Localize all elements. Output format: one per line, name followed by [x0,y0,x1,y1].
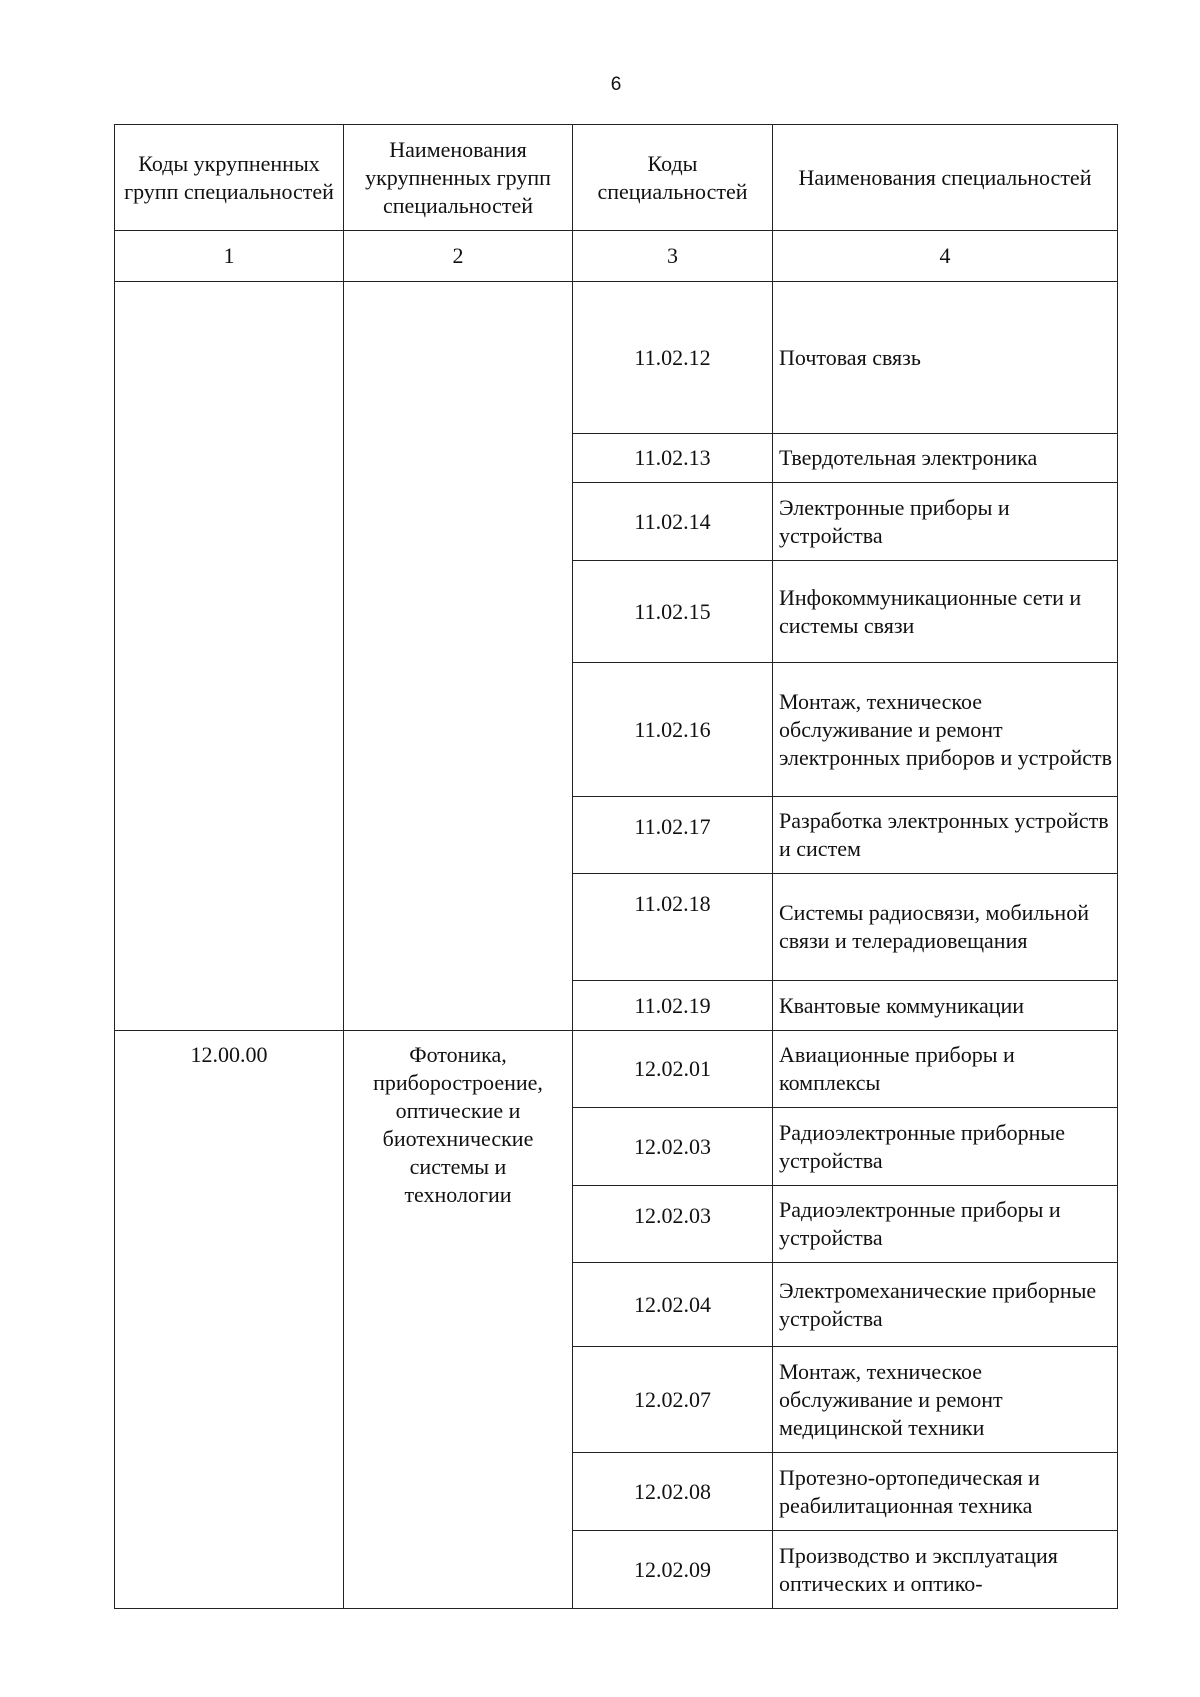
specialty-code: 11.02.14 [573,483,773,561]
column-number-3: 3 [573,231,773,282]
specialty-name: Разработка электронных устройств и систем [773,797,1118,874]
specialty-name: Протезно-ортопедическая и реабилитационная техника [773,1453,1118,1531]
specialty-code: 11.02.17 [573,797,773,874]
page-number: 6 [610,74,622,95]
table-row [115,282,1118,434]
specialty-name: Системы радиосвязи, мобильной связи и телерадиовещания [773,874,1118,981]
specialty-name: Почтовая связь [773,282,1118,434]
header-specialty-codes: Коды специальностей [573,125,773,231]
column-number-4: 4 [773,231,1118,282]
group-name [344,1031,573,1609]
specialty-code: 11.02.19 [573,981,773,1031]
table-row [115,1031,1118,1108]
group-name-text: Фотоника, приборостроение, оптические и биотехнические системы и технологии [373,1042,543,1207]
column-number-row [115,231,1118,282]
column-number-2: 2 [344,231,573,282]
specialty-name: Радиоэлектронные приборы и устройства [773,1186,1118,1263]
specialties-table [114,124,1118,1609]
specialty-name: Электронные приборы и устройства [773,483,1118,561]
specialty-code: 11.02.15 [573,561,773,663]
specialty-code: 11.02.13 [573,434,773,483]
group-code: 12.00.00 [115,1031,344,1609]
table-header-row [115,125,1118,231]
specialty-name: Производство и эксплуатация оптических и оптико- [773,1531,1118,1609]
specialty-code: 11.02.12 [573,282,773,434]
column-number-1: 1 [115,231,344,282]
specialty-code: 12.02.08 [573,1453,773,1531]
specialty-code: 12.02.03 [573,1186,773,1263]
specialty-code: 12.02.04 [573,1263,773,1347]
specialty-name: Радиоэлектронные приборные устройства [773,1108,1118,1186]
group-name-cell-empty [344,282,573,1031]
specialty-name: Инфокоммуникационные сети и системы связи [773,561,1118,663]
group-code-cell-empty [115,282,344,1031]
specialty-name: Твердотельная электроника [773,434,1118,483]
specialty-name: Авиационные приборы и комплексы [773,1031,1118,1108]
specialty-name: Квантовые коммуникации [773,981,1118,1031]
specialty-code: 12.02.03 [573,1108,773,1186]
header-group-codes: Коды укрупненных групп специальностей [115,125,344,231]
header-group-names: Наименования укрупненных групп специальностей [344,125,573,231]
specialty-name: Монтаж, техническое обслуживание и ремонт медицинской техники [773,1347,1118,1453]
specialty-code: 12.02.01 [573,1031,773,1108]
specialty-code: 12.02.09 [573,1531,773,1609]
specialty-name: Электромеханические приборные устройства [773,1263,1118,1347]
header-specialty-names: Наименования специальностей [773,125,1118,231]
specialty-name: Монтаж, техническое обслуживание и ремонт электронных приборов и устройств [773,663,1118,797]
specialty-code: 11.02.16 [573,663,773,797]
specialty-code: 12.02.07 [573,1347,773,1453]
specialty-code: 11.02.18 [573,874,773,981]
